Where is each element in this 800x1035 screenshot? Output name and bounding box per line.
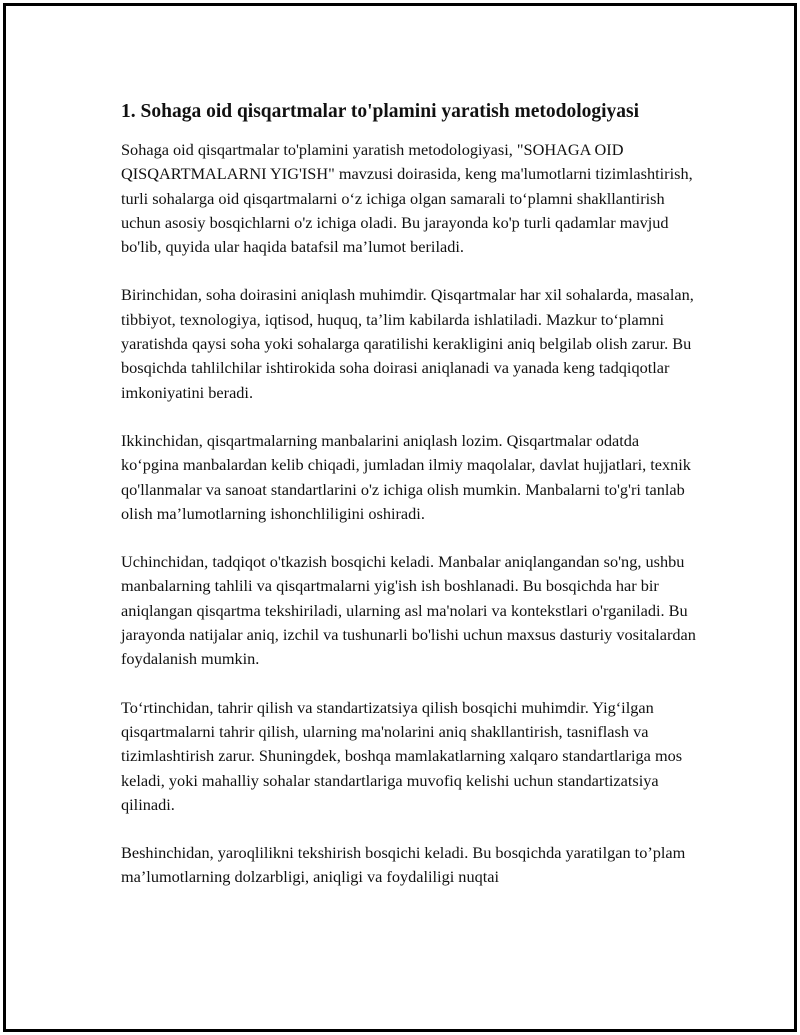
document-page [3,3,797,1032]
document-body [121,98,696,914]
paragraph-first-step: Birinchidan, soha doirasini aniqlash muhimdir. Qisqartmalar har xil sohalarda, masalan, tibbiyot, texnologiya, iqtisod, huquq, ta’lim kabilarda ishlatiladi. Mazkur toʻplamni yaratishda qaysi soha yoki sohalarga qaratilishi kerakligini aniq belgilab olish zarur. Bu bosqichda tahlilchilar ishtirokida soha doirasi aniqlanadi va yanada keng tadqiqotlar imkoniyatini beradi. [121,285,694,402]
paragraph-second-step: Ikkinchidan, qisqartmalarning manbalarini aniqlash lozim. Qisqartmalar odatda koʻpgina manbalardan kelib chiqadi, jumladan ilmiy maqolalar, davlat hujjatlari, texnik qo'llanmalar va sanoat standartlarini o'z ichiga olish mumkin. Manbalarni to'g'ri tanlab olish ma’lumotlarning ishonchliligini oshiradi. [121,430,691,523]
paragraph-third-step: Uchinchidan, tadqiqot o'tkazish bosqichi keladi. Manbalar aniqlangandan so'ng, ushbu manbalarning tahlili va qisqartmalarni yig'ish ish boshlanadi. Bu bosqichda har bir aniqlangan qisqartma tekshiriladi, ularning asl ma'nolari va kontekstlari o'rganiladi. Bu jarayonda natijalar aniq, izchil va tushunarli bo'lishi uchun maxsus dasturiy vositalardan foydalanish mumkin. [121,552,696,669]
paragraph-fifth-step: Beshinchidan, yaroqlilikni tekshirish bosqichi keladi. Bu bosqichda yaratilgan to’plam ma’lumotlarning dolzarbligi, aniqligi va foydaliligi nuqtai [121,843,686,887]
section-heading: 1. Sohaga oid qisqartmalar to'plamini yaratish metodologiyasi [121,101,640,122]
paragraph-intro: Sohaga oid qisqartmalar to'plamini yaratish metodologiyasi, "SOHAGA OID QISQARTMALARNI YIG'ISH" mavzusi doirasida, keng ma'lumotlarni tizimlashtirish, turli sohalarga oid qisqartmalarni oʻz ichiga olgan samarali toʻplamni shakllantirish uchun asosiy bosqichlarni o'z ichiga oladi. Bu jarayonda ko'p turli qadamlar mavjud bo'lib, quyida ular haqida batafsil ma’lumot beriladi. [121,140,693,257]
paragraph-fourth-step: Toʻrtinchidan, tahrir qilish va standartizatsiya qilish bosqichi muhimdir. Yigʻilgan qisqartmalarni tahrir qilish, ularning ma'nolarini aniq shakllantirish, tasniflash va tizimlashtirish zarur. Shuningdek, boshqa mamlakatlarning xalqaro standartlariga mos keladi, yoki mahalliy sohalar standartlariga muvofiq kelishi uchun standartizatsiya qilinadi. [121,697,683,814]
